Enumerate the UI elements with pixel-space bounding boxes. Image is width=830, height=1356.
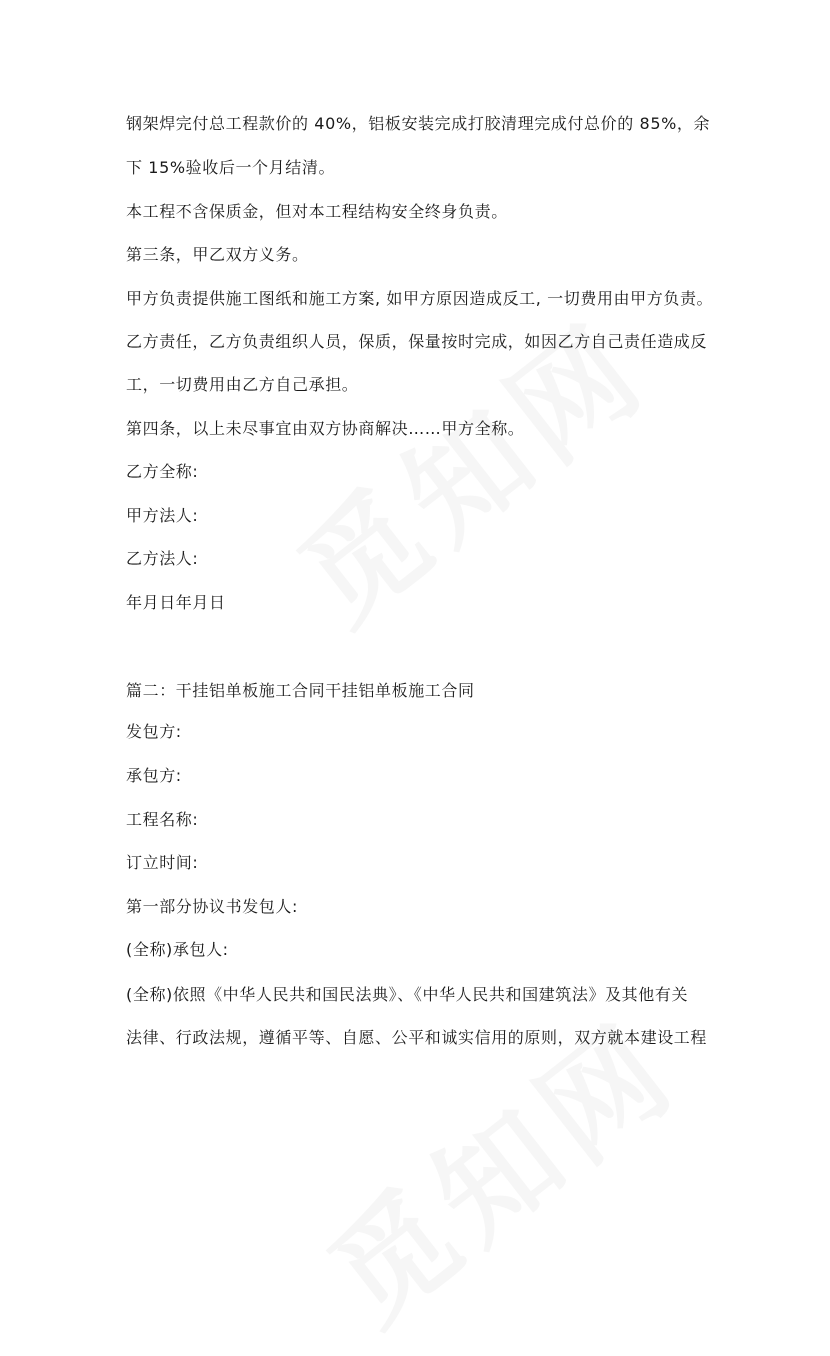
form-field: 工程名称: xyxy=(126,810,199,829)
paragraph-line: 第一部分协议书发包人: xyxy=(126,897,298,916)
paragraph-line: 法律、行政法规，遵循平等、自愿、公平和诚实信用的原则，双方就本建设工程 xyxy=(126,1028,708,1047)
form-field: 发包方: xyxy=(126,722,182,741)
paragraph-line: 本工程不含保质金，但对本工程结构安全终身负责。 xyxy=(126,202,508,221)
paragraph-line: 工，一切费用由乙方自己承担。 xyxy=(126,375,359,394)
signature-field: 乙方法人: xyxy=(126,549,199,568)
signature-field: 甲方法人: xyxy=(126,506,199,525)
paragraph-line: 甲方负责提供施工图纸和施工方案, 如甲方原因造成反工, 一切费用由甲方负责。 xyxy=(126,289,714,308)
paragraph-line: 乙方责任，乙方负责组织人员，保质，保量按时完成，如因乙方自己责任造成反 xyxy=(126,332,708,351)
paragraph-line: 钢架焊完付总工程款价的 40%，铝板安装完成打胶清理完成付总价的 85%，余 xyxy=(126,114,711,133)
paragraph-line: (全称)依照《中华人民共和国民法典》、《中华人民共和国建筑法》及其他有关 xyxy=(126,985,689,1004)
paragraph-line: (全称)承包人: xyxy=(126,940,229,959)
section-title: 篇二：干挂铝单板施工合同干挂铝单板施工合同 xyxy=(126,681,475,700)
paragraph-line: 下 15%验收后一个月结清。 xyxy=(126,158,336,177)
section-heading: 第三条，甲乙双方义务。 xyxy=(126,245,309,264)
form-field: 订立时间: xyxy=(126,853,199,872)
date-field: 年月日年月日 xyxy=(126,593,226,612)
form-field: 承包方: xyxy=(126,766,182,785)
section-heading: 第四条，以上未尽事宜由双方协商解决……甲方全称。 xyxy=(126,419,525,438)
signature-field: 乙方全称: xyxy=(126,462,199,481)
